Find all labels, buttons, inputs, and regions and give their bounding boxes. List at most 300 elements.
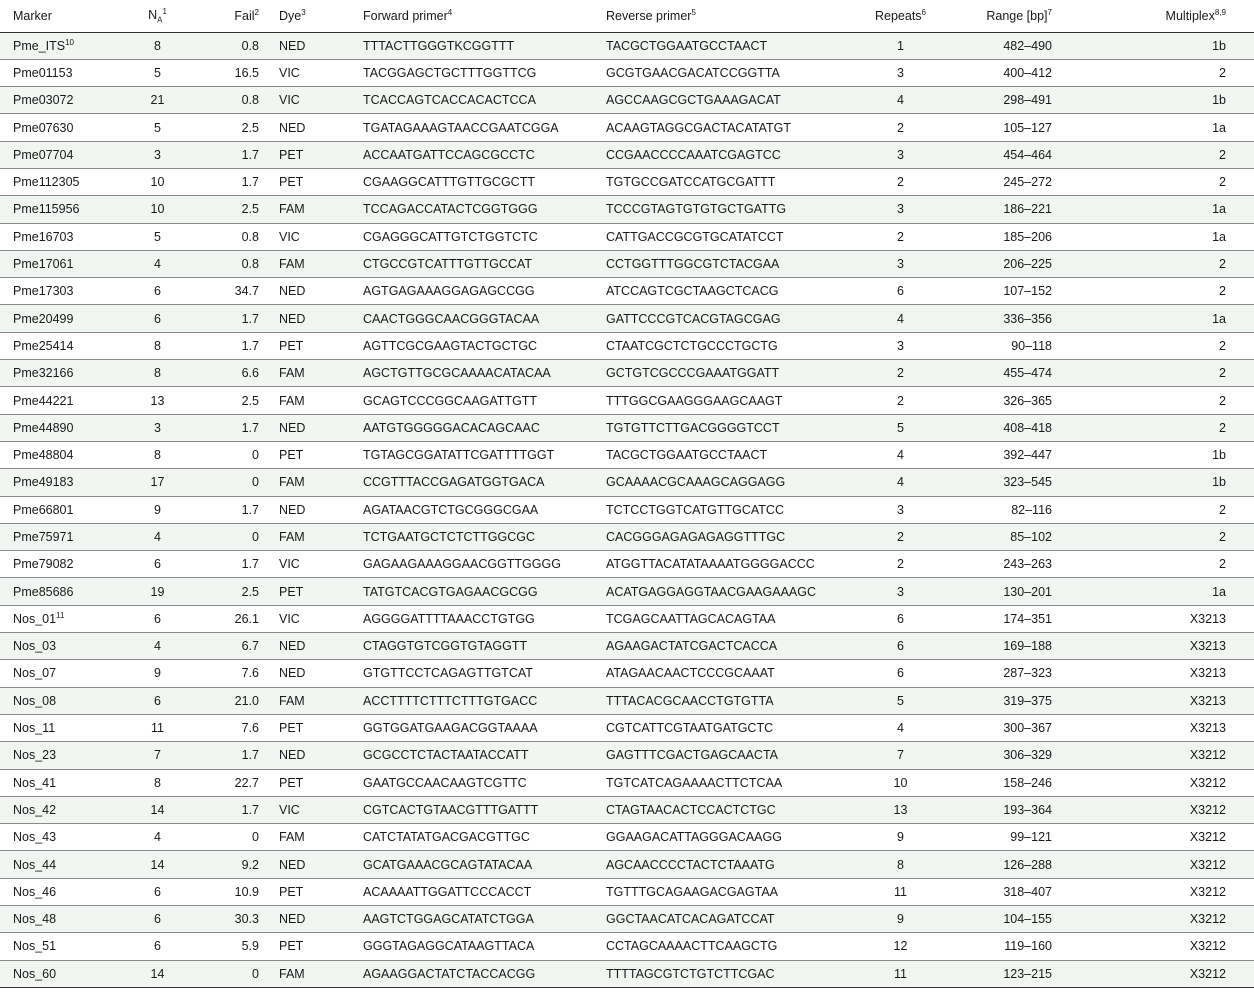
cell-na: 3 [110, 414, 205, 441]
cell-forward-primer: TATGTCACGTGAGAACGCGG [363, 578, 606, 605]
cell-marker: Pme_ITS$^{10}$ [0, 32, 110, 59]
cell-marker: Pme49183 [0, 469, 110, 496]
cell-repeats: 4 [829, 441, 972, 468]
table-row [0, 796, 1254, 823]
cell-reverse-primer: TTTTAGCGTCTGTCTTCGAC [606, 960, 829, 987]
cell-fail: 0.8 [205, 32, 269, 59]
cell-forward-primer: TCTGAATGCTCTCTTGGCGC [363, 523, 606, 550]
cell-multiplex: X3213 [1070, 687, 1254, 714]
table-row [0, 387, 1254, 414]
cell-marker: Nos_07 [0, 660, 110, 687]
cell-forward-primer: TACGGAGCTGCTTTGGTTCG [363, 59, 606, 86]
cell-multiplex: 1a [1070, 305, 1254, 332]
cell-range: 482–490 [972, 32, 1070, 59]
cell-forward-primer: TGTAGCGGATATTCGATTTTGGT [363, 441, 606, 468]
header-range: Range [bp]$^7$ [972, 0, 1070, 32]
cell-dye: PET [269, 578, 363, 605]
table-row [0, 578, 1254, 605]
cell-repeats: 3 [829, 332, 972, 359]
cell-na: 6 [110, 278, 205, 305]
cell-marker: Pme115956 [0, 196, 110, 223]
cell-repeats: 5 [829, 687, 972, 714]
header-forward-primer: Forward primer$^4$ [363, 0, 606, 32]
cell-multiplex: 2 [1070, 551, 1254, 578]
cell-multiplex: X3212 [1070, 796, 1254, 823]
cell-dye: PET [269, 714, 363, 741]
cell-marker: Nos_08 [0, 687, 110, 714]
cell-dye: FAM [269, 387, 363, 414]
cell-marker: Pme20499 [0, 305, 110, 332]
cell-reverse-primer: TGTCATCAGAAAACTTCTCAA [606, 769, 829, 796]
cell-multiplex: X3213 [1070, 660, 1254, 687]
cell-marker: Pme44890 [0, 414, 110, 441]
cell-multiplex: 2 [1070, 278, 1254, 305]
cell-forward-primer: GAGAAGAAAGGAACGGTTGGGG [363, 551, 606, 578]
cell-multiplex: 2 [1070, 250, 1254, 277]
cell-marker: Pme07630 [0, 114, 110, 141]
cell-repeats: 7 [829, 742, 972, 769]
cell-reverse-primer: TGTGTTCTTGACGGGGTCCT [606, 414, 829, 441]
cell-forward-primer: GGGTAGAGGCATAAGTTACA [363, 933, 606, 960]
cell-fail: 7.6 [205, 714, 269, 741]
cell-multiplex: X3212 [1070, 769, 1254, 796]
cell-fail: 1.7 [205, 496, 269, 523]
cell-marker: Pme112305 [0, 168, 110, 195]
cell-repeats: 11 [829, 878, 972, 905]
cell-multiplex: X3213 [1070, 605, 1254, 632]
table-row [0, 878, 1254, 905]
cell-marker: Nos_46 [0, 878, 110, 905]
cell-na: 6 [110, 551, 205, 578]
cell-multiplex: 1b [1070, 87, 1254, 114]
cell-multiplex: 1a [1070, 114, 1254, 141]
cell-repeats: 4 [829, 305, 972, 332]
cell-forward-primer: GCAGTCCCGGCAAGATTGTT [363, 387, 606, 414]
cell-multiplex: X3212 [1070, 906, 1254, 933]
cell-repeats: 4 [829, 87, 972, 114]
cell-fail: 1.7 [205, 305, 269, 332]
cell-dye: FAM [269, 469, 363, 496]
cell-marker: Nos_60 [0, 960, 110, 987]
cell-reverse-primer: CCGAACCCCAAATCGAGTCC [606, 141, 829, 168]
cell-forward-primer: AAGTCTGGAGCATATCTGGA [363, 906, 606, 933]
cell-forward-primer: GCATGAAACGCAGTATACAA [363, 851, 606, 878]
cell-repeats: 6 [829, 633, 972, 660]
cell-na: 6 [110, 933, 205, 960]
cell-repeats: 3 [829, 578, 972, 605]
cell-range: 300–367 [972, 714, 1070, 741]
table-row [0, 168, 1254, 195]
cell-range: 104–155 [972, 906, 1070, 933]
table-row [0, 906, 1254, 933]
table-row [0, 469, 1254, 496]
table-row [0, 933, 1254, 960]
cell-marker: Pme75971 [0, 523, 110, 550]
cell-multiplex: X3213 [1070, 714, 1254, 741]
footnote-ref: 10 [65, 38, 75, 48]
cell-reverse-primer: ATAGAACAACTCCCGCAAAT [606, 660, 829, 687]
table-row [0, 687, 1254, 714]
table-row [0, 87, 1254, 114]
cell-dye: NED [269, 851, 363, 878]
table-row [0, 360, 1254, 387]
cell-na: 8 [110, 441, 205, 468]
cell-range: 158–246 [972, 769, 1070, 796]
cell-repeats: 2 [829, 387, 972, 414]
cell-range: 455–474 [972, 360, 1070, 387]
cell-dye: NED [269, 633, 363, 660]
cell-dye: VIC [269, 87, 363, 114]
cell-reverse-primer: CTAGTAACACTCCACTCTGC [606, 796, 829, 823]
cell-forward-primer: AGTTCGCGAAGTACTGCTGC [363, 332, 606, 359]
cell-na: 4 [110, 633, 205, 660]
cell-forward-primer: AGCTGTTGCGCAAAACATACAA [363, 360, 606, 387]
cell-na: 7 [110, 742, 205, 769]
cell-multiplex: X3212 [1070, 742, 1254, 769]
cell-fail: 26.1 [205, 605, 269, 632]
cell-na: 6 [110, 305, 205, 332]
cell-reverse-primer: AGAAGACTATCGACTCACCA [606, 633, 829, 660]
cell-dye: FAM [269, 250, 363, 277]
cell-fail: 0.8 [205, 87, 269, 114]
cell-reverse-primer: TCCCGTAGTGTGTGCTGATTG [606, 196, 829, 223]
cell-reverse-primer: AGCAACCCCTACTCTAAATG [606, 851, 829, 878]
cell-fail: 0 [205, 523, 269, 550]
cell-range: 99–121 [972, 824, 1070, 851]
cell-multiplex: 2 [1070, 414, 1254, 441]
cell-repeats: 9 [829, 906, 972, 933]
cell-range: 185–206 [972, 223, 1070, 250]
cell-multiplex: X3212 [1070, 933, 1254, 960]
cell-multiplex: 2 [1070, 141, 1254, 168]
cell-marker: Pme25414 [0, 332, 110, 359]
cell-range: 85–102 [972, 523, 1070, 550]
cell-range: 169–188 [972, 633, 1070, 660]
cell-dye: FAM [269, 824, 363, 851]
cell-na: 3 [110, 141, 205, 168]
table-body [0, 32, 1254, 987]
cell-forward-primer: ACAAAATTGGATTCCCACCT [363, 878, 606, 905]
cell-forward-primer: CAACTGGGCAACGGGTACAA [363, 305, 606, 332]
cell-reverse-primer: TCGAGCAATTAGCACAGTAA [606, 605, 829, 632]
cell-reverse-primer: ACAAGTAGGCGACTACATATGT [606, 114, 829, 141]
cell-marker: Nos_43 [0, 824, 110, 851]
cell-range: 119–160 [972, 933, 1070, 960]
cell-forward-primer: CGAGGGCATTGTCTGGTCTC [363, 223, 606, 250]
cell-repeats: 9 [829, 824, 972, 851]
cell-forward-primer: CTAGGTGTCGGTGTAGGTT [363, 633, 606, 660]
table-row [0, 305, 1254, 332]
cell-fail: 0 [205, 469, 269, 496]
cell-na: 6 [110, 605, 205, 632]
table-row [0, 32, 1254, 59]
cell-na: 5 [110, 223, 205, 250]
cell-fail: 16.5 [205, 59, 269, 86]
table-row [0, 250, 1254, 277]
cell-dye: NED [269, 906, 363, 933]
cell-multiplex: 2 [1070, 360, 1254, 387]
cell-multiplex: 1a [1070, 578, 1254, 605]
cell-range: 287–323 [972, 660, 1070, 687]
table-row [0, 414, 1254, 441]
cell-reverse-primer: GCGTGAACGACATCCGGTTA [606, 59, 829, 86]
cell-range: 174–351 [972, 605, 1070, 632]
cell-fail: 0 [205, 824, 269, 851]
cell-fail: 0 [205, 960, 269, 987]
table-row [0, 114, 1254, 141]
cell-reverse-primer: TACGCTGGAATGCCTAACT [606, 441, 829, 468]
cell-reverse-primer: CATTGACCGCGTGCATATCCT [606, 223, 829, 250]
cell-marker: Pme17303 [0, 278, 110, 305]
cell-forward-primer: CATCTATATGACGACGTTGC [363, 824, 606, 851]
cell-range: 90–118 [972, 332, 1070, 359]
table-row [0, 551, 1254, 578]
cell-fail: 1.7 [205, 796, 269, 823]
cell-fail: 2.5 [205, 578, 269, 605]
cell-multiplex: X3212 [1070, 960, 1254, 987]
cell-dye: FAM [269, 360, 363, 387]
cell-dye: VIC [269, 59, 363, 86]
cell-fail: 2.5 [205, 114, 269, 141]
cell-reverse-primer: TGTTTGCAGAAGACGAGTAA [606, 878, 829, 905]
cell-forward-primer: TTTACTTGGGTKCGGTTT [363, 32, 606, 59]
cell-marker: Nos_48 [0, 906, 110, 933]
cell-dye: VIC [269, 551, 363, 578]
cell-multiplex: 2 [1070, 332, 1254, 359]
cell-fail: 34.7 [205, 278, 269, 305]
table-row [0, 496, 1254, 523]
cell-forward-primer: AGAAGGACTATCTACCACGG [363, 960, 606, 987]
cell-range: 318–407 [972, 878, 1070, 905]
cell-fail: 1.7 [205, 551, 269, 578]
cell-forward-primer: ACCTTTTCTTTCTTTGTGACC [363, 687, 606, 714]
cell-fail: 2.5 [205, 387, 269, 414]
cell-range: 400–412 [972, 59, 1070, 86]
cell-fail: 1.7 [205, 742, 269, 769]
cell-marker: Nos_42 [0, 796, 110, 823]
cell-reverse-primer: TTTACACGCAACCTGTGTTA [606, 687, 829, 714]
cell-repeats: 2 [829, 223, 972, 250]
table-row [0, 824, 1254, 851]
table-row [0, 196, 1254, 223]
cell-fail: 22.7 [205, 769, 269, 796]
table-row [0, 960, 1254, 987]
table-row [0, 59, 1254, 86]
cell-dye: NED [269, 660, 363, 687]
header-dye: Dye$^3$ [269, 0, 363, 32]
cell-multiplex: 1a [1070, 196, 1254, 223]
cell-na: 17 [110, 469, 205, 496]
cell-fail: 2.5 [205, 196, 269, 223]
header-reverse-primer: Reverse primer$^5$ [606, 0, 829, 32]
table-row [0, 523, 1254, 550]
table-row [0, 332, 1254, 359]
cell-repeats: 2 [829, 168, 972, 195]
cell-multiplex: X3212 [1070, 851, 1254, 878]
table-row [0, 223, 1254, 250]
cell-forward-primer: TCACCAGTCACCACACTCCA [363, 87, 606, 114]
cell-na: 9 [110, 496, 205, 523]
cell-repeats: 2 [829, 523, 972, 550]
cell-fail: 7.6 [205, 660, 269, 687]
cell-repeats: 12 [829, 933, 972, 960]
cell-na: 14 [110, 960, 205, 987]
header-multiplex: Multiplex$^{8,9}$ [1070, 0, 1254, 32]
cell-dye: VIC [269, 796, 363, 823]
cell-na: 8 [110, 769, 205, 796]
cell-marker: Pme48804 [0, 441, 110, 468]
cell-reverse-primer: ACATGAGGAGGTAACGAAGAAAGC [606, 578, 829, 605]
cell-na: 14 [110, 796, 205, 823]
cell-fail: 1.7 [205, 168, 269, 195]
cell-reverse-primer: TCTCCTGGTCATGTTGCATCC [606, 496, 829, 523]
cell-na: 4 [110, 250, 205, 277]
cell-dye: VIC [269, 223, 363, 250]
cell-na: 13 [110, 387, 205, 414]
cell-marker: Pme44221 [0, 387, 110, 414]
cell-dye: PET [269, 168, 363, 195]
cell-repeats: 3 [829, 141, 972, 168]
cell-forward-primer: ACCAATGATTCCAGCGCCTC [363, 141, 606, 168]
cell-reverse-primer: TGTGCCGATCCATGCGATTT [606, 168, 829, 195]
cell-dye: NED [269, 496, 363, 523]
table-row [0, 769, 1254, 796]
cell-range: 186–221 [972, 196, 1070, 223]
cell-reverse-primer: GCAAAACGCAAAGCAGGAGG [606, 469, 829, 496]
header-repeats: Repeats$^6$ [829, 0, 972, 32]
cell-dye: NED [269, 278, 363, 305]
cell-multiplex: X3212 [1070, 824, 1254, 851]
cell-marker: Pme07704 [0, 141, 110, 168]
cell-dye: NED [269, 414, 363, 441]
cell-forward-primer: CTGCCGTCATTTGTTGCCAT [363, 250, 606, 277]
cell-na: 5 [110, 114, 205, 141]
cell-forward-primer: GCGCCTCTACTAATACCATT [363, 742, 606, 769]
cell-range: 245–272 [972, 168, 1070, 195]
table-row [0, 633, 1254, 660]
cell-reverse-primer: AGCCAAGCGCTGAAAGACAT [606, 87, 829, 114]
cell-range: 243–263 [972, 551, 1070, 578]
cell-dye: FAM [269, 687, 363, 714]
cell-forward-primer: CGTCACTGTAACGTTTGATTT [363, 796, 606, 823]
cell-repeats: 1 [829, 32, 972, 59]
cell-repeats: 2 [829, 360, 972, 387]
cell-multiplex: 2 [1070, 496, 1254, 523]
cell-repeats: 3 [829, 496, 972, 523]
cell-reverse-primer: GCTGTCGCCCGAAATGGATT [606, 360, 829, 387]
cell-multiplex: X3213 [1070, 633, 1254, 660]
cell-forward-primer: TGATAGAAAGTAACCGAATCGGA [363, 114, 606, 141]
cell-na: 8 [110, 332, 205, 359]
cell-fail: 30.3 [205, 906, 269, 933]
cell-marker: Pme03072 [0, 87, 110, 114]
cell-marker: Nos_11 [0, 714, 110, 741]
cell-dye: PET [269, 332, 363, 359]
cell-multiplex: 2 [1070, 168, 1254, 195]
cell-repeats: 4 [829, 469, 972, 496]
table-row [0, 141, 1254, 168]
cell-reverse-primer: CCTAGCAAAACTTCAAGCTG [606, 933, 829, 960]
cell-multiplex: 2 [1070, 387, 1254, 414]
cell-dye: NED [269, 32, 363, 59]
cell-marker: Pme79082 [0, 551, 110, 578]
cell-repeats: 13 [829, 796, 972, 823]
cell-range: 336–356 [972, 305, 1070, 332]
cell-marker: Pme66801 [0, 496, 110, 523]
cell-fail: 6.7 [205, 633, 269, 660]
cell-dye: FAM [269, 196, 363, 223]
cell-na: 6 [110, 878, 205, 905]
cell-repeats: 11 [829, 960, 972, 987]
cell-multiplex: X3212 [1070, 878, 1254, 905]
cell-repeats: 3 [829, 59, 972, 86]
table-row [0, 660, 1254, 687]
cell-reverse-primer: CGTCATTCGTAATGATGCTC [606, 714, 829, 741]
cell-range: 82–116 [972, 496, 1070, 523]
cell-dye: FAM [269, 960, 363, 987]
cell-marker: Pme01153 [0, 59, 110, 86]
cell-na: 10 [110, 196, 205, 223]
cell-dye: PET [269, 769, 363, 796]
cell-range: 408–418 [972, 414, 1070, 441]
cell-marker: Pme16703 [0, 223, 110, 250]
cell-forward-primer: TCCAGACCATACTCGGTGGG [363, 196, 606, 223]
cell-reverse-primer: TTTGGCGAAGGGAAGCAAGT [606, 387, 829, 414]
cell-dye: NED [269, 305, 363, 332]
cell-na: 8 [110, 32, 205, 59]
cell-fail: 0.8 [205, 250, 269, 277]
cell-forward-primer: CGAAGGCATTTGTTGCGCTT [363, 168, 606, 195]
table-row [0, 851, 1254, 878]
cell-fail: 10.9 [205, 878, 269, 905]
cell-na: 5 [110, 59, 205, 86]
table-row [0, 714, 1254, 741]
cell-reverse-primer: TACGCTGGAATGCCTAACT [606, 32, 829, 59]
cell-reverse-primer: GGAAGACATTAGGGACAAGG [606, 824, 829, 851]
cell-fail: 6.6 [205, 360, 269, 387]
cell-forward-primer: GAATGCCAACAAGTCGTTC [363, 769, 606, 796]
cell-marker: Pme32166 [0, 360, 110, 387]
cell-marker: Nos_23 [0, 742, 110, 769]
cell-na: 9 [110, 660, 205, 687]
cell-fail: 0 [205, 441, 269, 468]
cell-na: 10 [110, 168, 205, 195]
cell-forward-primer: CCGTTTACCGAGATGGTGACA [363, 469, 606, 496]
cell-repeats: 2 [829, 551, 972, 578]
cell-reverse-primer: GATTCCCGTCACGTAGCGAG [606, 305, 829, 332]
cell-reverse-primer: CCTGGTTTGGCGTCTACGAA [606, 250, 829, 277]
cell-range: 206–225 [972, 250, 1070, 277]
cell-fail: 0.8 [205, 223, 269, 250]
cell-forward-primer: AGATAACGTCTGCGGGCGAA [363, 496, 606, 523]
cell-dye: PET [269, 933, 363, 960]
cell-na: 19 [110, 578, 205, 605]
cell-multiplex: 2 [1070, 523, 1254, 550]
header-na: $N_A^1$ [110, 0, 205, 32]
cell-fail: 1.7 [205, 332, 269, 359]
cell-forward-primer: AATGTGGGGGACACAGCAAC [363, 414, 606, 441]
cell-fail: 1.7 [205, 414, 269, 441]
cell-multiplex: 1b [1070, 441, 1254, 468]
cell-range: 105–127 [972, 114, 1070, 141]
cell-range: 326–365 [972, 387, 1070, 414]
cell-range: 306–329 [972, 742, 1070, 769]
cell-na: 21 [110, 87, 205, 114]
cell-na: 11 [110, 714, 205, 741]
cell-forward-primer: AGTGAGAAAGGAGAGCCGG [363, 278, 606, 305]
cell-range: 130–201 [972, 578, 1070, 605]
cell-forward-primer: GTGTTCCTCAGAGTTGTCAT [363, 660, 606, 687]
